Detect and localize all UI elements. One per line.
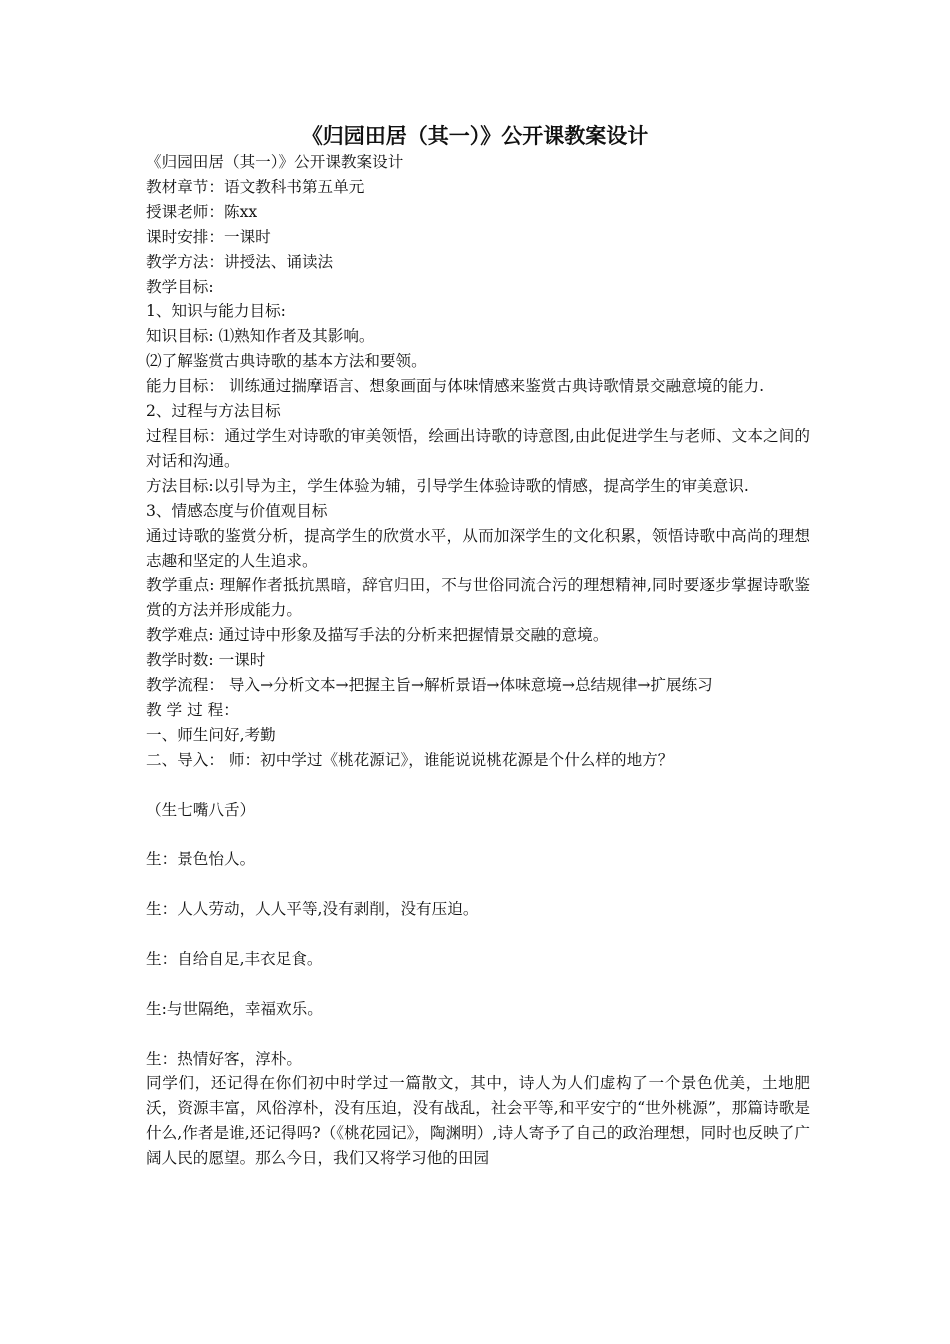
step-2-intro: 二、导入： 师：初中学过《桃花源记》，谁能说说桃花源是个什么样的地方？ <box>146 750 674 769</box>
knowledge-goal-1: 知识目标: ⑴熟知作者及其影响。 <box>146 327 375 346</box>
process-goal: 过程目标：通过学生对诗歌的审美领悟，绘画出诗歌的诗意图,由此促进学生与老师、文本之间的对话和沟通。 <box>146 426 810 470</box>
student-answer-2: 生：人人劳动，人人平等,没有剥削，没有压迫。 <box>146 900 479 919</box>
student-chatter: （生七嘴八舌） <box>146 800 256 819</box>
student-answer-1: 生：景色怡人。 <box>146 850 256 869</box>
emotion-goal: 通过诗歌的鉴赏分析，提高学生的欣赏水平，从而加深学生的文化积累，领悟诗歌中高尚的理想志趣和坚定的人生追求。 <box>146 526 810 570</box>
difficult-point: 教学难点: 通过诗中形象及描写手法的分析来把握情景交融的意境。 <box>146 626 609 645</box>
student-answer-3: 生：自给自足,丰衣足食。 <box>146 949 323 968</box>
document-body <box>146 150 810 1171</box>
method-line: 教学方法：讲授法、诵读法 <box>146 252 334 271</box>
document-title: 《归园田居（其一）》公开课教案设计 <box>301 124 649 148</box>
teacher-intro-paragraph: 同学们，还记得在你们初中时学过一篇散文，其中，诗人为人们虚构了一个景色优美，土地肥沃，资源丰富，风俗淳朴，没有压迫，没有战乱，社会平等,和平安宁的“世外桃源”，那篇诗歌是什么,作者是谁,还记得吗?（《桃花园记》，陶渊明）,诗人寄予了自己的政治理想，同时也反映了广阔人民的愿望。那么今日，我们又将学习他的田园 <box>146 1074 810 1168</box>
method-goal: 方法目标:以引导为主，学生体验为辅，引导学生体验诗歌的情感，提高学生的审美意识. <box>146 476 749 495</box>
goals-heading: 教学目标: <box>146 277 214 296</box>
header-title-line: 《归园田居（其一）》公开课教案设计 <box>146 153 404 171</box>
knowledge-goal-2: ⑵了解鉴赏古典诗歌的基本方法和要领。 <box>146 352 427 371</box>
student-answer-5: 生：热情好客，淳朴。 <box>146 1049 302 1068</box>
class-hours: 教学时数: 一课时 <box>146 651 266 670</box>
schedule-line: 课时安排：一课时 <box>146 227 271 246</box>
ability-goal: 能力目标： 训练通过揣摩语言、想象画面与体味情感来鉴赏古典诗歌情景交融意境的能力. <box>146 377 765 396</box>
student-answer-4: 生:与世隔绝，幸福欢乐。 <box>146 999 323 1018</box>
teacher-line: 授课老师：陈xx <box>146 202 258 221</box>
key-point: 教学重点: 理解作者抵抗黑暗，辞官归田，不与世俗同流合污的理想精神,同时要逐步掌握诗歌鉴赏的方法并形成能力。 <box>146 576 810 620</box>
textbook-chapter: 教材章节：语文教科书第五单元 <box>146 177 365 196</box>
teaching-flow: 教学流程： 导入→分析文本→把握主旨→解析景语→体味意境→总结规律→扩展练习 <box>146 676 713 695</box>
process-heading: 教 学 过 程： <box>146 700 239 719</box>
goal-3-heading: 3、情感态度与价值观目标 <box>146 501 328 520</box>
goal-1-heading: 1、知识与能力目标: <box>146 302 286 321</box>
step-1: 一、师生问好,考勤 <box>146 725 276 744</box>
goal-2-heading: 2、过程与方法目标 <box>146 402 281 421</box>
